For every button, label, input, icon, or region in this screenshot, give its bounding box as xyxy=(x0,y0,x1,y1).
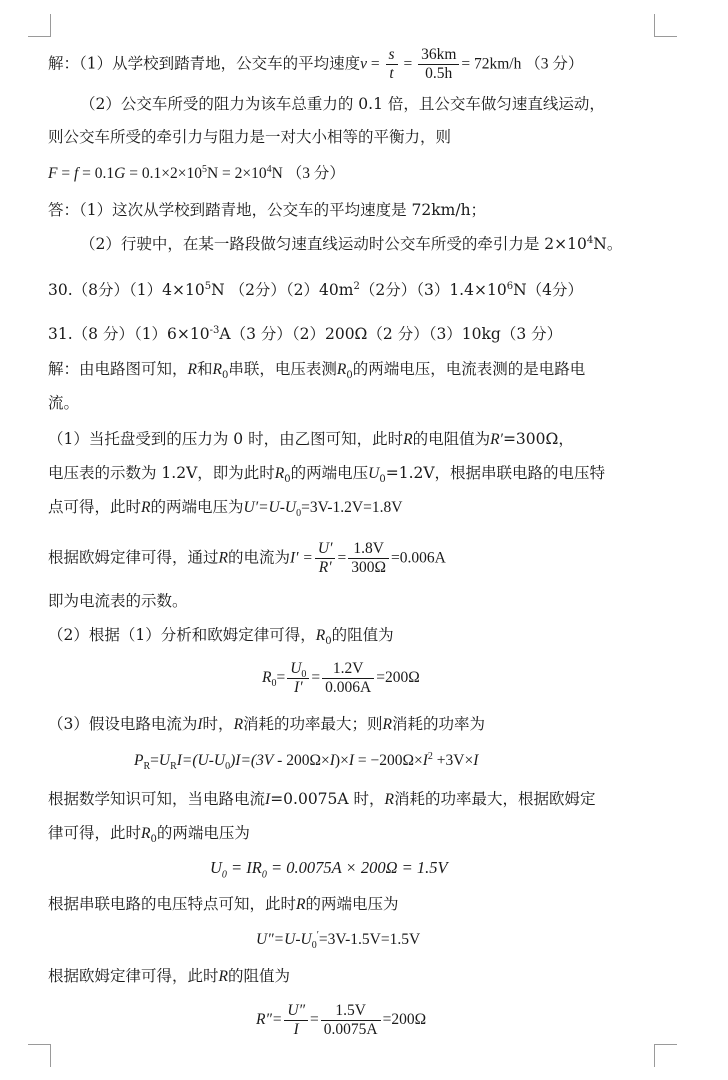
part3-line-2: 根据数学知识可知，当电路电流I=0.0075A 时，R消耗的功率最大，根据欧姆定 xyxy=(48,790,596,808)
fraction-values: $\frac{1.8V}{300\Omega}$ xyxy=(348,540,389,577)
part3-line-5: 根据欧姆定律可得，此时R的阻值为 xyxy=(48,967,290,985)
denominator: 0.5h xyxy=(425,64,453,82)
part3-line-3: 律可得，此时$R_0$的两端电压为 xyxy=(48,824,250,846)
part1-line-3: 点可得，此时R的两端电压为$U'=U-U_0=3V-1.2V=1.8V$ xyxy=(48,498,403,520)
part3-line-1: （3）假设电路电流为I时，R消耗的功率最大；则R消耗的功率为 xyxy=(48,715,486,733)
crop-mark-bottom-right xyxy=(654,1044,677,1067)
fraction-values: $\frac{1.2V}{0.006A}$ xyxy=(322,660,374,697)
solution-line-1: 解：（1）从学校到踏青地，公交车的平均速度v = $\frac{s}{t}$ = $\frac{36km}{0.5h}$ = 72km/h （3 分） xyxy=(48,46,584,82)
solution-line-2: （2）公交车所受的阻力为该车总重力的 0.1 倍，且公交车做匀速直线运动， xyxy=(80,95,605,113)
u-double-prime-equation: $U''=U-U_0'=3V-1.5V=1.5V$ xyxy=(256,929,421,952)
q30-answer: 30.（8分）$(1)4\times 10^5N$ （2分）$(2)40m^2(2$分）$(3)1.4\times 10^6N(4$分） xyxy=(48,280,583,299)
part1-line-1: （1）当托盘受到的压力为 0 时，由乙图可知，此时R的电阻值为R′=300Ω， xyxy=(48,430,574,448)
crop-mark-top-right xyxy=(654,14,677,37)
fraction-s-over-t xyxy=(386,46,398,83)
q31-answer: 31.（8 分）$(1)6\times 10^{-3}A(3$ 分）（2）200Ω（2 分）（3）10kg（3 分） xyxy=(48,324,563,343)
part3-line-4: 根据串联电路的电压特点可知，此时R的两端电压为 xyxy=(48,895,399,913)
numerator: s xyxy=(386,46,398,65)
denominator: t xyxy=(389,64,394,82)
r0-equation: $R_0=$ $\frac{U_0}{I'}$ = $\frac{1.2V}{0.006A}$ =200Ω xyxy=(262,660,420,696)
force-equation: $F = f = 0.1G = 0.1\times 2\times 10^5N = 2\times 10^4N$ （3 分） xyxy=(48,163,345,182)
fraction-u-over-r: $\frac{U'}{R'}$ xyxy=(315,540,336,577)
part1-line-2: 电压表的示数为 1.2V，即为此时$R_0$的两端电压$U_0=1.2V$，根据串联电路的电压特 xyxy=(48,464,606,486)
q31-solution-line-1: 解：由电路图可知，R和$R_0$串联，电压表测$R_0$的两端电压，电流表测的是电路电 xyxy=(48,360,586,382)
numerator: 36km xyxy=(418,46,459,65)
r-double-prime-equation: R″= $\frac{U''}{I}$ = $\frac{1.5V}{0.0075A}$ =200Ω xyxy=(256,1002,427,1038)
answer-line-1: 答：（1）这次从学校到踏青地，公交车的平均速度是 72km/h； xyxy=(48,201,487,219)
power-equation: $P_R=U_RI=(U-U_0)I=(3V - 200\Omega\times I)\times I = -200\Omega\times I^2 +3V\times I$ xyxy=(134,750,479,773)
fraction-values: $\frac{1.5V}{0.0075A}$ xyxy=(321,1002,381,1039)
crop-mark-bottom-left xyxy=(28,1044,51,1067)
var-v: v xyxy=(360,55,368,73)
q31-solution-line-2: 流。 xyxy=(48,394,80,412)
solution-line-3: 则公交车所受的牵引力与阻力是一对大小相等的平衡力，则 xyxy=(48,128,452,146)
ohm-law-current: 根据欧姆定律可得，通过R的电流为I′ = $\frac{U'}{R'}$ = $\frac{1.8V}{300\Omega}$ =0.006A xyxy=(48,540,446,576)
text: 解：（1）从学校到踏青地，公交车的平均速度 xyxy=(48,54,361,73)
fraction-distance-over-time xyxy=(418,46,459,83)
answer-line-2: （2）行驶中，在某一路段做匀速直线运动时公交车所受的牵引力是 $2\times 10^4N$。 xyxy=(80,234,623,253)
part2-line-1: （2）根据（1）分析和欧姆定律可得，$R_0$的阻值为 xyxy=(48,626,394,648)
fraction-u-over-i: $\frac{U''}{I}$ xyxy=(284,1002,308,1039)
fraction-u0-over-i: $\frac{U_0}{I'}$ xyxy=(287,660,309,697)
part1-conclusion: 即为电流表的示数。 xyxy=(48,592,188,610)
result: = 72km/h （3 分） xyxy=(461,55,584,73)
u0-equation: $U_0 = IR_0 = 0.0075A \times 200\Omega = 1.5V$ xyxy=(210,858,448,881)
crop-mark-top-left xyxy=(28,14,51,37)
